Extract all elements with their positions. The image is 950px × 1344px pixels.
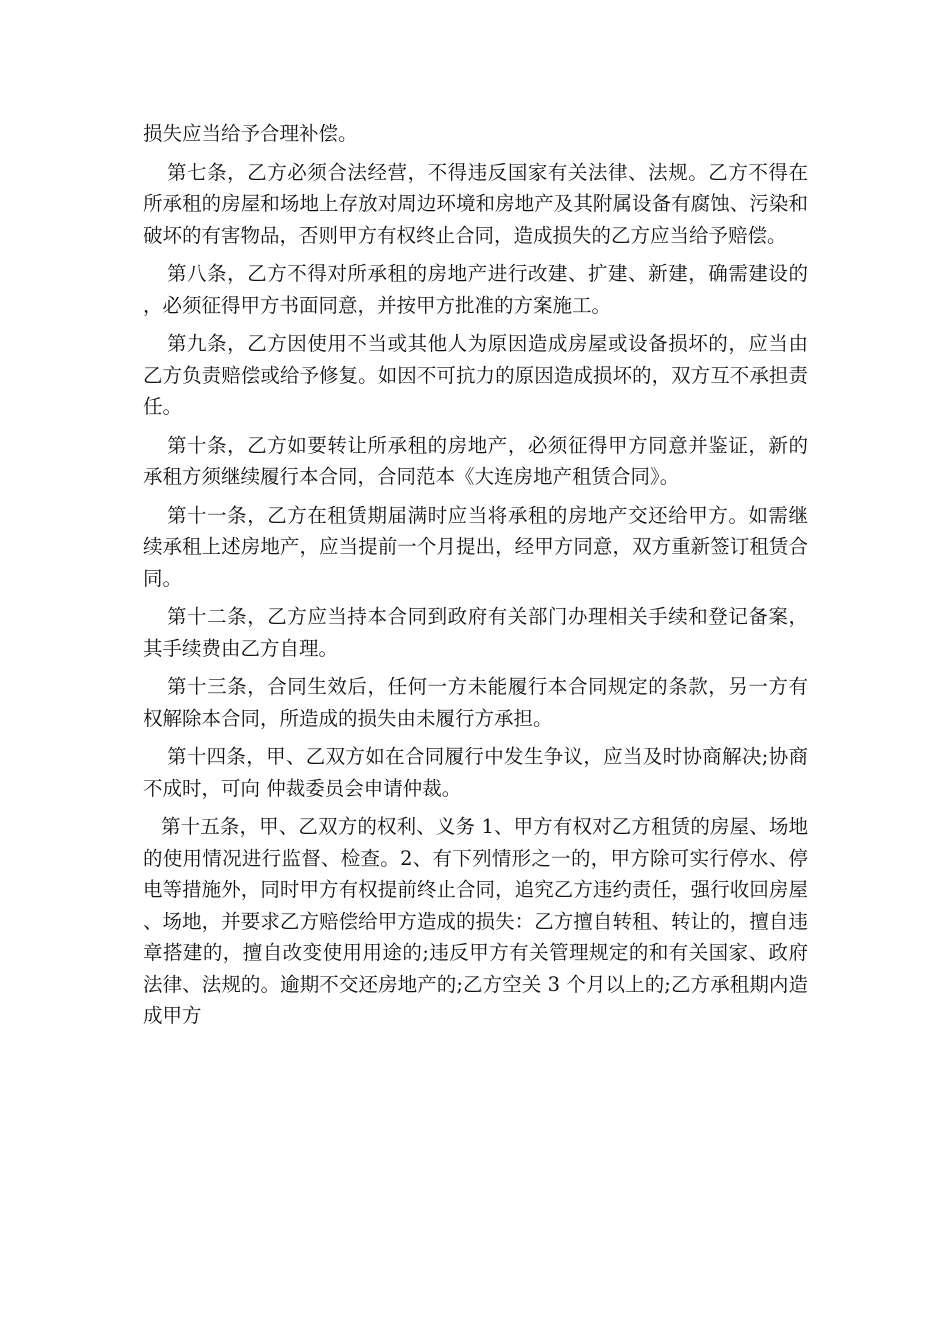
paragraph-article-13: 第十三条，合同生效后，任何一方未能履行本合同规定的条款，另一方有权解除本合同，所造成的损失由未履行方承担。 [143,675,808,730]
paragraph-article-8: 第八条，乙方不得对所承租的房地产进行改建、扩建、新建，确需建设的，必须征得甲方书面同意，并按甲方批准的方案施工。 [143,262,808,317]
paragraph-article-7: 第七条，乙方必须合法经营，不得违反国家有关法律、法规。乙方不得在所承租的房屋和场地上存放对周边环境和房地产及其附属设备有腐蚀、污染和破坏的有害物品，否则甲方有权终止合同，造成损失的乙方应当给予赔偿。 [143,160,808,247]
paragraph-article-9: 第九条，乙方因使用不当或其他人为原因造成房屋或设备损坏的，应当由乙方负责赔偿或给予修复。如因不可抗力的原因造成损坏的，双方互不承担责任。 [143,332,808,418]
paragraph-continuation: 损失应当给予合理补偿。 [143,122,358,145]
paragraph-article-11: 第十一条，乙方在租赁期届满时应当将承租的房地产交还给甲方。如需继续承租上述房地产，应当提前一个月提出，经甲方同意，双方重新签订租赁合同。 [143,503,808,590]
paragraph-article-12: 第十二条，乙方应当持本合同到政府有关部门办理相关手续和登记备案，其手续费由乙方自理。 [143,605,808,660]
document-page [143,118,808,1032]
paragraph-article-14: 第十四条，甲、乙双方如在合同履行中发生争议，应当及时协商解决;协商不成时，可向 仲裁委员会申请仲裁。 [143,745,808,800]
paragraph-article-10: 第十条，乙方如要转让所承租的房地产，必须征得甲方同意并鉴证，新的承租方须继续履行本合同，合同范本《大连房地产租赁合同》。 [143,433,808,488]
paragraph-article-15: 第十五条，甲、乙双方的权利、义务 1、甲方有权对乙方租赁的房屋、场地的使用情况进行监督、检查。2、有下列情形之一的，甲方除可实行停水、停电等措施外，同时甲方有权提前终止合同，追究乙方违约责任，强行收回房屋、场地，并要求乙方赔偿给甲方造成的损失：乙方擅自转租、转让的，擅自违章搭建的，擅自改变使用用途的;违反甲方有关管理规定的和有关国家、政府法律、法规的。逾期不交还房地产的;乙方空关 3 个月以上的;乙方承租期内造成甲方 [143,815,808,1027]
